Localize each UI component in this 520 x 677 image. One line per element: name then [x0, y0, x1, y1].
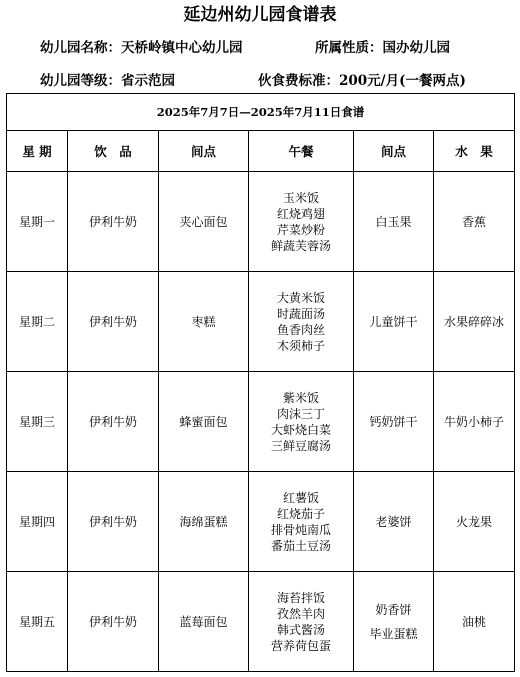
day-cell: 星期二: [7, 272, 68, 372]
page-title: 延边州幼儿园食谱表: [183, 5, 337, 25]
day-cell: 星期五: [7, 572, 68, 672]
header-snack-morning: 间点: [159, 131, 249, 172]
lunch-cell: [249, 572, 354, 672]
lunch-item: 红薯饭: [282, 490, 319, 505]
lunch-item: 玉米饭: [282, 190, 319, 205]
snack-morning-cell: 蜂蜜面包: [159, 372, 249, 472]
date-range: 2025年7月7日—2025年7月11日食谱: [7, 94, 515, 131]
fruit-cell: 水果碎碎冰: [434, 272, 515, 372]
snack-morning-cell: 海绵蛋糕: [159, 472, 249, 572]
menu-table: [6, 93, 515, 672]
drink-cell: 伊利牛奶: [68, 572, 159, 672]
lunch-cell: [249, 172, 354, 272]
day-cell: 星期三: [7, 372, 68, 472]
lunch-item: 肉沫三丁: [276, 406, 325, 421]
fruit-cell: 牛奶小柿子: [434, 372, 515, 472]
snack-item: 毕业蛋糕: [369, 626, 418, 641]
date-range-row: [7, 94, 515, 131]
day-cell: 星期一: [7, 172, 68, 272]
kindergarten-nature: 所属性质：国办幼儿园: [315, 40, 450, 56]
fruit-cell: 火龙果: [434, 472, 515, 572]
snack-afternoon-cell: [354, 172, 434, 272]
drink-cell: 伊利牛奶: [68, 372, 159, 472]
lunch-item: 红烧茄子: [276, 506, 325, 521]
snack-item: 钙奶饼干: [369, 414, 418, 429]
lunch-item: 时蔬面汤: [276, 306, 325, 321]
header-lunch: 午餐: [249, 131, 354, 172]
lunch-cell: [249, 472, 354, 572]
lunch-item: 木须柿子: [276, 338, 325, 353]
table-row: [7, 172, 515, 272]
lunch-item: 排骨炖南瓜: [270, 522, 331, 537]
day-cell: 星期四: [7, 472, 68, 572]
lunch-item: 三鲜豆腐汤: [270, 438, 331, 453]
snack-morning-cell: 枣糕: [159, 272, 249, 372]
snack-afternoon-cell: [354, 572, 434, 672]
meal-fee-standard: 伙食费标准：200元/月(一餐两点): [258, 73, 466, 89]
kindergarten-level: 幼儿园等级：省示范园: [40, 73, 175, 89]
lunch-cell: [249, 272, 354, 372]
snack-afternoon-cell: [354, 372, 434, 472]
lunch-item: 红烧鸡翅: [276, 206, 325, 221]
lunch-item: 大虾烧白菜: [270, 422, 331, 437]
snack-morning-cell: 夹心面包: [159, 172, 249, 272]
lunch-cell: [249, 372, 354, 472]
snack-item: 儿童饼干: [369, 314, 418, 329]
snack-afternoon-cell: [354, 472, 434, 572]
lunch-item: 紫米饭: [282, 390, 319, 405]
table-row: [7, 372, 515, 472]
snack-item: 奶香饼: [375, 602, 412, 617]
kindergarten-name: 幼儿园名称：天桥岭镇中心幼儿园: [40, 40, 243, 56]
lunch-item: 鱼香肉丝: [276, 322, 325, 337]
header-fruit: 水 果: [434, 131, 515, 172]
header-drink: 饮 品: [68, 131, 159, 172]
lunch-item: 大黄米饭: [276, 290, 325, 305]
table-row: [7, 472, 515, 572]
table-row: [7, 572, 515, 672]
lunch-item: 海苔拌饭: [276, 590, 325, 605]
drink-cell: 伊利牛奶: [68, 172, 159, 272]
snack-afternoon-cell: [354, 272, 434, 372]
snack-morning-cell: 蓝莓面包: [159, 572, 249, 672]
lunch-item: 芹菜炒粉: [276, 222, 325, 237]
header-day: 星 期: [7, 131, 68, 172]
lunch-item: 孜然羊肉: [276, 606, 325, 621]
drink-cell: 伊利牛奶: [68, 472, 159, 572]
drink-cell: 伊利牛奶: [68, 272, 159, 372]
lunch-item: 韩式酱汤: [276, 622, 325, 637]
header-snack-afternoon: 间点: [354, 131, 434, 172]
lunch-item: 鲜蔬芙蓉汤: [270, 238, 331, 253]
snack-item: 白玉果: [375, 214, 412, 229]
lunch-item: 番茄土豆汤: [270, 538, 331, 553]
lunch-item: 营养荷包蛋: [270, 638, 331, 653]
fruit-cell: 油桃: [434, 572, 515, 672]
table-row: [7, 272, 515, 372]
header-row: [7, 131, 515, 172]
snack-item: 老婆饼: [375, 514, 412, 529]
fruit-cell: 香蕉: [434, 172, 515, 272]
